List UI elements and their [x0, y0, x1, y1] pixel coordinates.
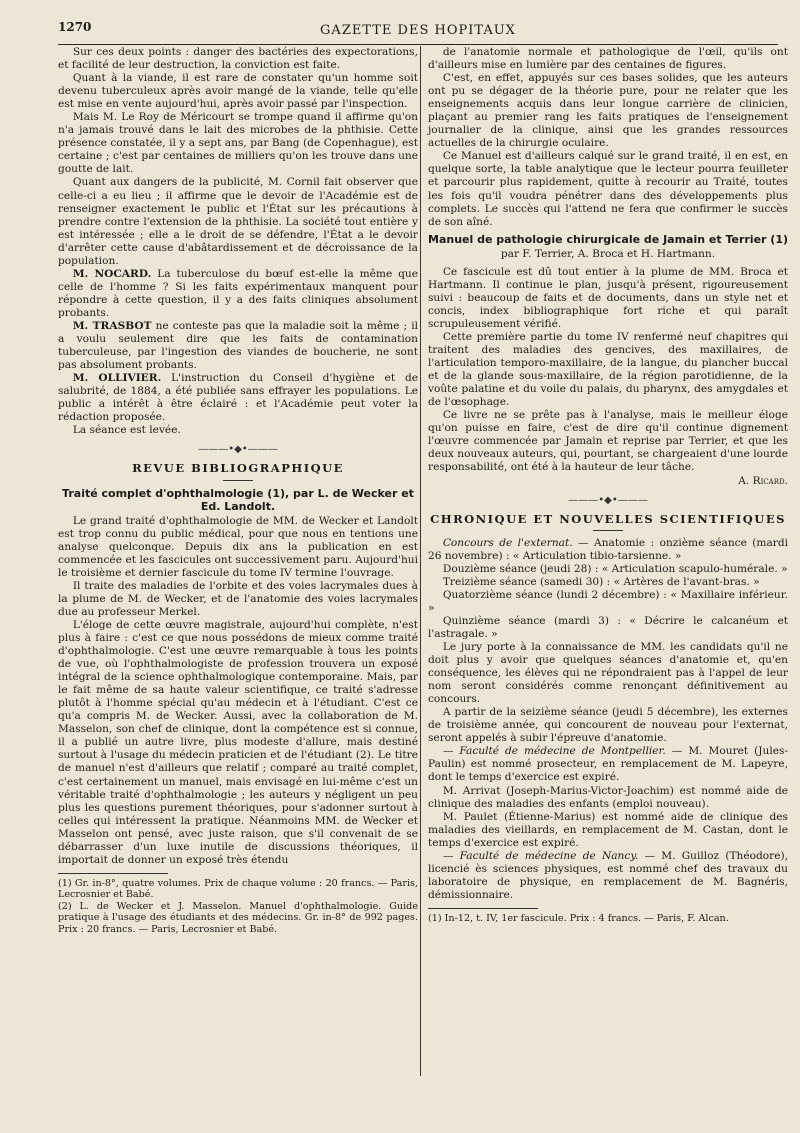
section-title: CHRONIQUE ET NOUVELLES SCIENTIFIQUES [430, 511, 786, 526]
news-heading: Concours de l'externat. [442, 536, 573, 549]
paragraph: La séance est levée. [72, 424, 181, 437]
speaker-text: ne conteste pas que la maladie soit la même ; il a voulu seulement dire que les faits de contamination tuberculeuse, par l'ingestion des viandes de boucherie, ne sont pas absolument probants. [58, 319, 418, 372]
news-heading: — Faculté de médecine de Nancy. [442, 849, 639, 862]
paragraph: de l'anatomie normale et pathologique de l'œil, qu'ils ont d'ailleurs mise en lumière par des centaines de figures. [428, 46, 788, 72]
paragraph: Il traite des maladies de l'orbite et des voies lacrymales dues à la plume de M. de Wecker, et de l'anatomie des voies lacrymales due au professeur Merkel. [58, 579, 418, 618]
article-title: Traité complet d'ophthalmologie (1), par L. de Wecker et Ed. Landolt. [62, 486, 414, 513]
short-rule [593, 530, 623, 531]
paragraph: L'éloge de cette œuvre magistrale, aujourd'hui complète, n'est plus à faire : c'est ce que nous possédons de mieux comme traité d'ophthalmologie. C'est une œuvre remarquable à tous les points de vue, où l'ophthalmologiste de profession trouvera un exposé intégral de la science ophthalmologique contemporaine. Mais, par le fait même de sa haute valeur scientifique, ce traité s'adresse plutôt à l'homme spécial qu'au médecin et à l'étudiant. C'est ce qu'a compris M. de Wecker. Aussi, avec la collaboration de M. Masselon, son chef de clinique, dont la compétence est si connue, il a publié un autre livre, plus modeste d'allure, mais destiné surtout à l'usage du médecin praticien et de l'étudiant (2). Le titre de manuel n'est d'ailleurs que relatif ; comparé au traité complet, c'est certainement un manuel, mais envisagé en lui-même c'est un véritable traité d'ophthalmologie ; les auteurs y négligent un peu plus les questions purement théoriques, pour s'adonner surtout à celles qui intéressent la pratique. Néanmoins MM. de Wecker et Masselon ont pensé, avec juste raison, que s'il convenait de se débarrasser d'un luxe inutile de discussions théoriques, il importait de donner un exposé très étendu [58, 618, 418, 866]
section-title: REVUE BIBLIOGRAPHIQUE [132, 461, 344, 476]
news-heading: — Faculté de médecine de Montpellier. [442, 745, 666, 758]
section-ornament: ———•◆•——— [568, 494, 648, 506]
paragraph: M. Paulet (Étienne-Marius) est nommé aide de clinique des maladies des vieillards, en remplacement de M. Castan, dont le temps d'exercice est expiré. [428, 810, 788, 849]
paragraph: Quinzième séance (mardi 3) : « Décrire le calcanéum et l'astragale. » [428, 614, 788, 640]
paragraph: Ce livre ne se prête pas à l'analyse, mais le meilleur éloge qu'on puisse en faire, c'est de dire qu'il continue dignement l'œuvre commencée par Jamain et reprise par Terrier, et que les deux nouveaux auteurs, qui, pourtant, se chargeaient d'une lourde responsabilité, ont été à la hauteur de leur tâche. [428, 409, 788, 474]
paragraph: Sur ces deux points : danger des bactéries des expectorations, et facilité de leur destruction, la conviction est faite. [58, 46, 418, 72]
paragraph: C'est, en effet, appuyés sur ces bases solides, que les auteurs ont pu se dégager de la théorie pure, pour ne relater que les enseignements acquis dans leur longue carrière de clinicien, plaçant au premier rang les faits pratiques de l'enseignement journalier de la clinique, ainsi que les grandes ressources actuelles de la chirurgie oculaire. [428, 72, 788, 150]
speaker-text: La tuberculose du bœuf est-elle la même que celle de l'homme ? Si les faits expérimentaux manquent pour répondre à cette question, il y a des faits cliniques absolument probants. [58, 267, 419, 319]
news-text: — M. Guilloz (Théodore), licencié ès sciences physiques, est nommé chef des travaux du laboratoire de physique, en remplacement de M. Bagnéris, démissionnaire. [428, 849, 788, 901]
paragraph: Quant aux dangers de la publicité, M. Cornil fait observer que celle-ci a eu lieu ; il affirme que le devoir de l'Académie est de renseigner exactement le public et l'État sur les précautions à prendre contre l'extension de la phthisie. La société tout entière y est intéressée ; elle a le droit de se défendre, l'État a le devoir d'arrêter cette cause d'abâtardissement et de décroissance de la population. [58, 176, 418, 267]
article-byline: par F. Terrier, A. Broca et H. Hartmann. [500, 247, 716, 260]
article-title: Manuel de pathologie chirurgicale de Jamain et Terrier (1) [428, 232, 789, 246]
speaker-name: M. TRASBOT [72, 319, 152, 332]
footnote: (1) In-12, t. IV, 1er fascicule. Prix : 4 francs. — Paris, F. Alcan. [428, 912, 729, 924]
left-column [58, 46, 418, 935]
paragraph: Douzième séance (jeudi 28) : « Articulation scapulo-humérale. » [442, 562, 788, 575]
page-title: GAZETTE DES HOPITAUX [320, 23, 516, 38]
paragraph [428, 537, 788, 563]
paragraph: Mais M. Le Roy de Méricourt se trompe quand il affirme qu'on n'a jamais trouvé dans le lait des microbes de la phthisie. Cette présence constatée, il y a sept ans, par Bang (de Copenhague), est certaine ; c'est par centaines de milliers qu'on les trouve dans une goutte de lait. [58, 111, 418, 176]
footnote: (2) L. de Wecker et J. Masselon. Manuel d'ophthalmologie. Guide pratique à l'usage des étudiants et des médecins. Gr. in-8° de 992 pages. Prix : 20 francs. — Paris, Lecrosnier et Babé. [58, 900, 418, 935]
paragraph: Cette première partie du tome IV renfermé neuf chapitres qui traitent des maladies des gencives, des maxillaires, de l'articulation temporo-maxillaire, de la langue, du plancher buccal et de la glande sous-maxillaire, de la région parotidienne, de la voûte palatine et du voile du palais, du pharynx, des amygdales et de l'œsophage. [428, 330, 788, 409]
author-signature: A. Ricard. [738, 474, 788, 487]
news-text: — Anatomie : onzième séance (mardi 26 novembre) : « Articulation tibio-tarsienne. » [428, 536, 789, 562]
paragraph [58, 268, 418, 320]
paragraph: Ce fascicule est dû tout entier à la plume de MM. Broca et Hartmann. Il continue le plan, jusqu'à présent, rigoureusement suivi : beaucoup de faits et de documents, dans un style net et concis, index bibliographique fort riche et qui paraît scrupuleusement vérifié. [428, 265, 788, 330]
news-text: — M. Mouret (Jules-Paulin) est nommé prosecteur, en remplacement de M. Lapeyre, dont le temps d'exercice est expiré. [428, 745, 788, 784]
short-rule [223, 480, 253, 481]
paragraph: Ce Manuel est d'ailleurs calqué sur le grand traité, il en est, en quelque sorte, la table analytique que le lecteur pourra feuilleter et parcourir plus rapidement, quitte à recourir au Traité, toutes les fois qu'il voudra pénétrer dans des développements plus complets. Le succès qui l'attend ne fera que confirmer le succès de son aîné. [428, 150, 788, 228]
speaker-name: M. OLLIVIER. [72, 372, 162, 385]
paragraph: M. Arrivat (Joseph-Marius-Victor-Joachim) est nommé aide de clinique des maladies des enfants (emploi nouveau). [428, 784, 788, 810]
page-number: 1270 [58, 20, 92, 34]
paragraph: A partir de la seizième séance (jeudi 5 décembre), les externes de troisième année, qui concourent de nouveau pour l'externat, seront appelés à subir l'épreuve d'anatomie. [428, 706, 788, 745]
header-rule [58, 44, 778, 45]
paragraph [58, 372, 418, 424]
paragraph: Le jury porte à la connaissance de MM. les candidats qu'il ne doit plus y avoir que quelques séances d'anatomie et, qu'en conséquence, les élèves qui ne répondraient pas à l'appel de leur nom seront considérés comme renonçant définitivement au concours. [428, 641, 788, 706]
page-header [58, 14, 778, 46]
section-ornament: ———•◆•——— [198, 444, 278, 456]
footnote-rule [428, 908, 538, 909]
footnote: (1) Gr. in-8°, quatre volumes. Prix de chaque volume : 20 francs. — Paris, Lecrosnier et Babé. [58, 877, 418, 901]
paragraph [428, 850, 788, 902]
footnote-rule [58, 873, 168, 874]
right-column [428, 46, 788, 924]
paragraph: Quatorzième séance (lundi 2 décembre) : « Maxillaire inférieur. » [428, 588, 788, 614]
paragraph: Le grand traité d'ophthalmologie de MM. de Wecker et Landolt est trop connu du public médical, pour que nous en tentions une analyse quelconque. Depuis dix ans la publication en est commencée et les fascicules ont successivement paru. Aujourd'hui le troisième et dernier fascicule du tome IV termine l'ouvrage. [58, 514, 418, 579]
paragraph [58, 320, 418, 372]
speaker-name: M. NOCARD. [72, 267, 152, 280]
paragraph: Quant à la viande, il est rare de constater qu'un homme soit devenu tuberculeux après avoir mangé de la viande, telle qu'elle est mise en vente aujourd'hui, après avoir passé par l'inspection. [58, 72, 418, 111]
speaker-text: L'instruction du Conseil d'hygiène et de salubrité, de 1884, a été publiée sans effrayer les populations. Le public a intérêt à être éclairé : et l'Académie peut voter la rédaction proposée. [58, 372, 418, 424]
paragraph: Treizième séance (samedi 30) : « Artères de l'avant-bras. » [442, 575, 760, 588]
column-divider [420, 46, 421, 1076]
paragraph [428, 745, 788, 784]
